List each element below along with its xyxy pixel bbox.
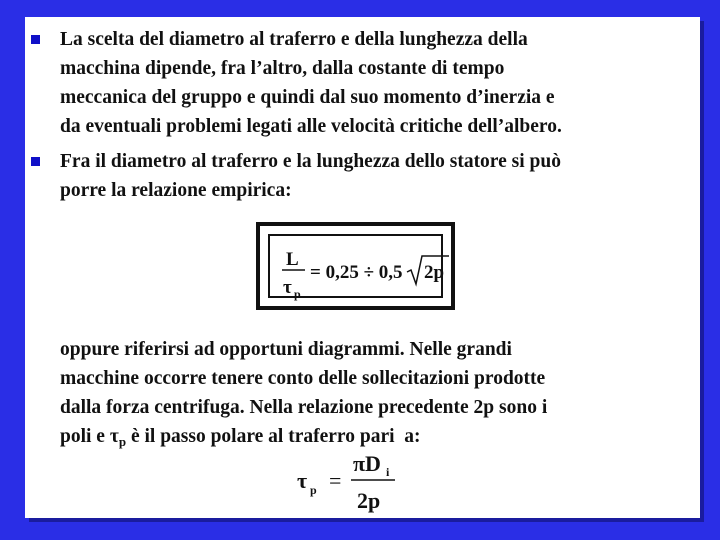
paragraph-text: è il passo polare al traferro pari a: xyxy=(126,426,421,447)
paragraph-line: oppure riferirsi ad opportuni diagrammi. Nelle grandi xyxy=(60,339,512,360)
formula2-numerator-sub: i xyxy=(386,465,390,479)
formula2-lhs: τ xyxy=(297,468,308,493)
formula-rhs: = 0,25 ÷ 0,5 xyxy=(310,262,403,283)
empirical-formula xyxy=(270,236,449,304)
bullet-text-line: Fra il diametro al traferro e la lunghezza dello statore si può xyxy=(60,151,561,172)
bullet-text-line: da eventuali problemi legati alle velocità critiche dell’albero. xyxy=(60,116,562,137)
square-bullet-icon xyxy=(31,35,40,44)
formula2-numerator: πD xyxy=(353,451,381,476)
formula-box xyxy=(256,222,455,310)
paragraph-line: dalla forza centrifuga. Nella relazione precedente 2p sono i xyxy=(60,397,548,418)
bullet-text-line: porre la relazione empirica: xyxy=(60,180,292,201)
tau-symbol: τ xyxy=(109,426,119,447)
bullet-text-line: meccanica del gruppo e quindi dal suo momento d’inerzia e xyxy=(60,87,555,108)
square-bullet-icon xyxy=(31,157,40,166)
formula2-denominator: 2p xyxy=(357,488,381,513)
paragraph-line: macchine occorre tenere conto delle sollecitazioni prodotte xyxy=(60,368,546,389)
formula-denominator-sub: p xyxy=(294,287,301,301)
formula-numerator: L xyxy=(286,249,299,270)
formula-radicand: 2p xyxy=(424,262,445,283)
formula2-lhs-sub: p xyxy=(310,483,317,497)
paragraph-text: poli e xyxy=(60,426,110,447)
formula-denominator: τ xyxy=(283,277,292,298)
formula2-equals: = xyxy=(329,468,342,493)
bullet-text-line: macchina dipende, fra l’altro, dalla costante di tempo xyxy=(60,58,505,79)
pole-pitch-formula xyxy=(295,447,435,515)
slide xyxy=(25,17,700,518)
bullet-text-line: La scelta del diametro al traferro e della lunghezza della xyxy=(60,29,528,50)
formula-inner-frame xyxy=(268,234,445,301)
tau-subscript: p xyxy=(118,434,127,449)
